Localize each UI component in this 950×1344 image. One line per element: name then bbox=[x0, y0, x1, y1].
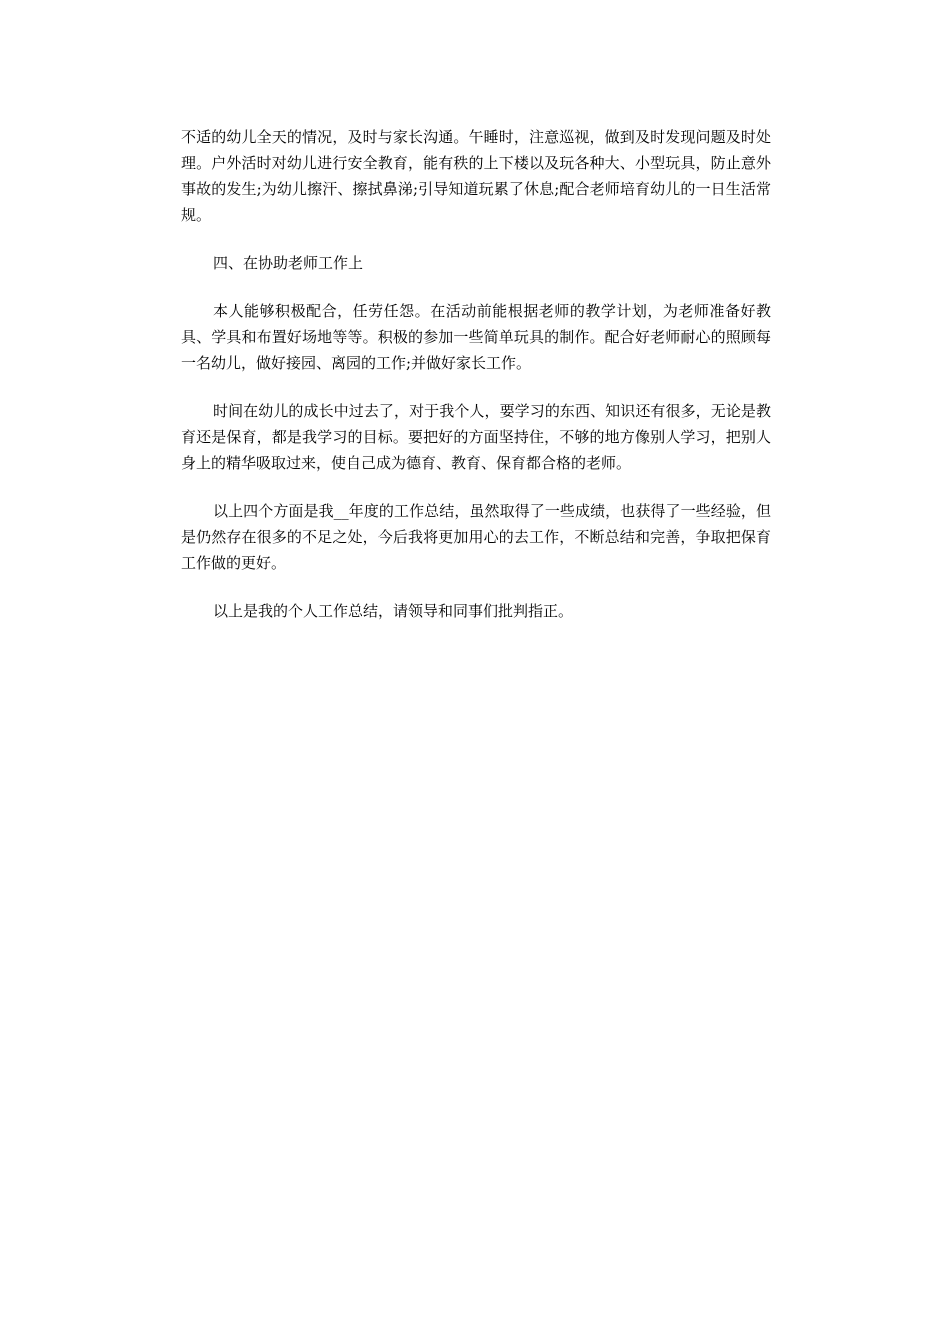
paragraph-assist-teacher: 本人能够积极配合，任劳任怨。在活动前能根据老师的教学计划，为老师准备好教具、学具和布置好场地等等。积极的参加一些简单玩具的制作。配合好老师耐心的照顾每一名幼儿，做好接园、离园的工作;并做好家长工作。 bbox=[181, 302, 771, 372]
section-heading: 四、在协助老师工作上 bbox=[213, 254, 364, 272]
paragraph-continuation: 不适的幼儿全天的情况，及时与家长沟通。午睡时，注意巡视，做到及时发现问题及时处理。户外活时对幼儿进行安全教育，能有秩的上下楼以及玩各种大、小型玩具，防止意外事故的发生;为幼儿擦汗、擦拭鼻涕;引导知道玩累了休息;配合老师培育幼儿的一日生活常规。 bbox=[181, 128, 771, 224]
paragraph-reflection: 时间在幼儿的成长中过去了，对于我个人，要学习的东西、知识还有很多，无论是教育还是保育，都是我学习的目标。要把好的方面坚持住，不够的地方像别人学习，把别人身上的精华吸取过来，使自己成为德育、教育、保育都合格的老师。 bbox=[181, 402, 771, 472]
document-body bbox=[181, 124, 771, 646]
paragraph-closing: 以上是我的个人工作总结，请领导和同事们批判指正。 bbox=[213, 602, 574, 620]
paragraph-summary: 以上四个方面是我__年度的工作总结，虽然取得了一些成绩，也获得了一些经验，但是仍然存在很多的不足之处，今后我将更加用心的去工作，不断总结和完善，争取把保育工作做的更好。 bbox=[181, 502, 771, 572]
